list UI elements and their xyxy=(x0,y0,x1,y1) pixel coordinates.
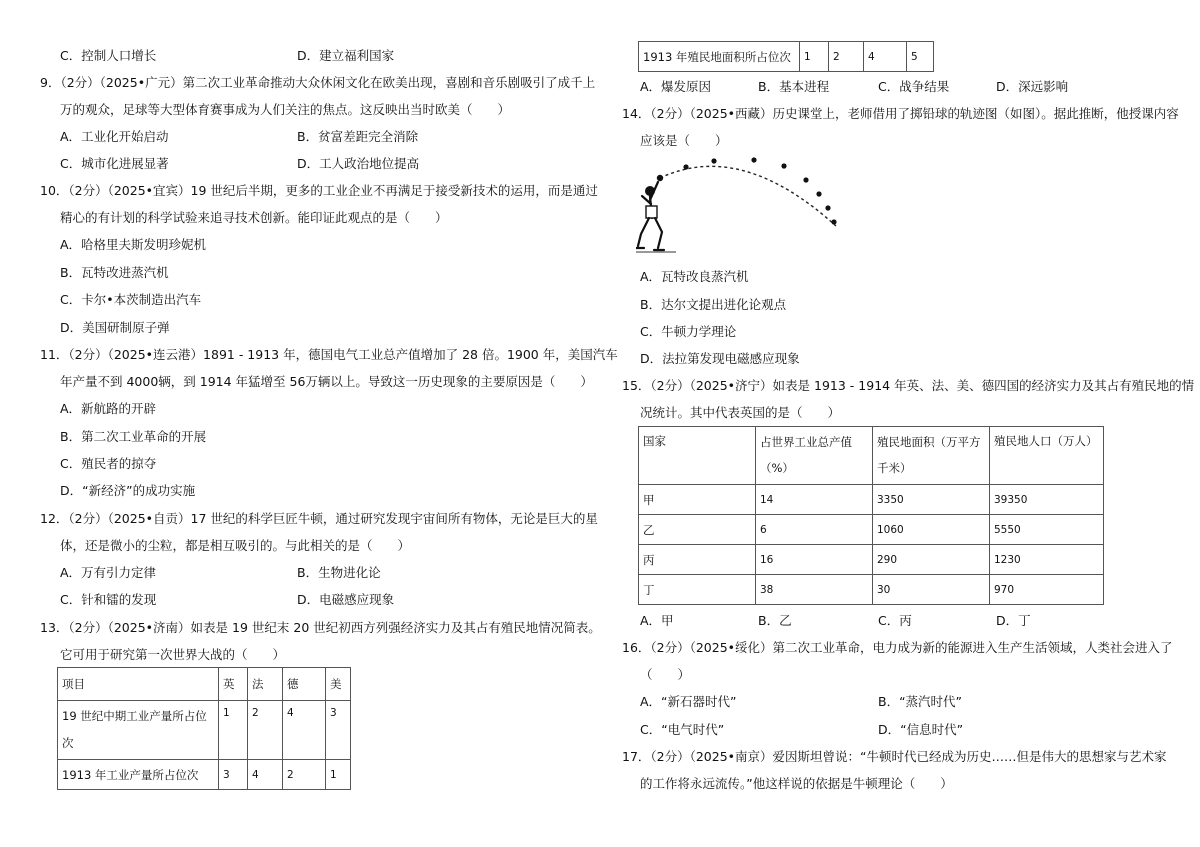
q15-option-d: D．丁 xyxy=(996,613,1031,628)
table-cell: 5550 xyxy=(990,515,1104,545)
q15-stem-line1: 15．（2分）（2025•济宁）如表是 1913 - 1914 年英、法、美、德四国的经济实力及其占有殖民地的情 xyxy=(622,378,1195,393)
q15-option-a: A．甲 xyxy=(640,613,674,628)
table-row xyxy=(639,515,1104,545)
q15-table xyxy=(638,426,1104,605)
athlete-figure xyxy=(636,182,664,250)
q14-option-a: A．瓦特改良蒸汽机 xyxy=(640,269,749,284)
q16-option-d: D．“信息时代” xyxy=(878,722,964,737)
q14-option-c: C．牛顿力学理论 xyxy=(640,324,737,339)
header-line2: （%） xyxy=(760,461,794,475)
table-cell: 1230 xyxy=(990,545,1104,575)
header-line1: 殖民地面积（万平方 xyxy=(877,435,981,449)
table-cell: 38 xyxy=(756,575,873,605)
table-cell: 3350 xyxy=(873,485,990,515)
table-cell: 2 xyxy=(248,701,283,760)
shot-put-trajectory-illustration xyxy=(636,152,846,258)
q11-option-a: A．新航路的开辟 xyxy=(60,401,157,416)
table-cell: 4 xyxy=(864,42,907,72)
q10-option-c: C．卡尔•本茨制造出汽车 xyxy=(60,292,202,307)
q14-option-b: B．达尔文提出进化论观点 xyxy=(640,297,787,312)
table-cell: 1 xyxy=(800,42,829,72)
q9-option-c: C．城市化进展显著 xyxy=(60,156,169,171)
q12-option-c: C．针和镭的发现 xyxy=(60,592,157,607)
table-cell: 1 xyxy=(326,760,351,790)
q14-stem-line2: 应该是（ ） xyxy=(640,133,728,148)
q13-table-continued xyxy=(638,41,934,72)
q13-option-d: D．深远影响 xyxy=(996,79,1069,94)
q10-option-a: A．哈格里夫斯发明珍妮机 xyxy=(60,237,207,252)
q11-option-d: D．“新经济”的成功实施 xyxy=(60,483,196,498)
row-label-line2: 次 xyxy=(62,736,74,750)
q11-stem-line1: 11．（2分）（2025•连云港）1891 - 1913 年，德国电气工业总产值增加了 28 倍。1900 年，美国汽车 xyxy=(40,347,618,362)
table-row-label: 1913 年殖民地面积所占位次 xyxy=(639,42,800,72)
q13-stem-line1: 13．（2分）（2025•济南）如表是 19 世纪末 20 世纪初西方列强经济实力及其占有殖民地情况简表。 xyxy=(40,620,601,635)
table-cell: 1 xyxy=(219,701,248,760)
q13-option-b: B．基本进程 xyxy=(758,79,830,94)
table-row xyxy=(639,427,1104,485)
table-header-cell xyxy=(873,427,990,485)
q10-stem-line1: 10．（2分）（2025•宜宾）19 世纪后半期，更多的工业企业不再满足于接受新技术的运用，而是通过 xyxy=(40,183,598,198)
q8-option-c: C．控制人口增长 xyxy=(60,48,157,63)
table-cell: 16 xyxy=(756,545,873,575)
q9-stem-line2: 万的观众，足球等大型体育赛事成为人们关注的焦点。这反映出当时欧美（ ） xyxy=(60,102,511,117)
table-cell: 2 xyxy=(283,760,326,790)
table-cell: 3 xyxy=(326,701,351,760)
q9-option-d: D．工人政治地位提高 xyxy=(297,156,420,171)
q15-option-b: B．乙 xyxy=(758,613,792,628)
table-row xyxy=(639,42,934,72)
q12-option-b: B．生物进化论 xyxy=(297,565,381,580)
table-cell: 5 xyxy=(907,42,934,72)
q14-stem-line1: 14．（2分）（2025•西藏）历史课堂上，老师借用了掷铅球的轨迹图（如图）。据此推断，他授课内容 xyxy=(622,106,1179,121)
table-cell: 甲 xyxy=(639,485,756,515)
q17-stem-line2: 的工作将永远流传。”他这样说的依据是牛顿理论（ ） xyxy=(640,776,953,791)
q12-option-a: A．万有引力定律 xyxy=(60,565,157,580)
table-cell: 39350 xyxy=(990,485,1104,515)
header-line2: 千米） xyxy=(877,461,912,475)
table-header-cell: 殖民地人口（万人） xyxy=(990,427,1104,485)
table-cell: 290 xyxy=(873,545,990,575)
q14-option-d: D．法拉第发现电磁感应现象 xyxy=(640,351,800,366)
table-cell: 乙 xyxy=(639,515,756,545)
table-cell: 2 xyxy=(829,42,864,72)
table-cell: 30 xyxy=(873,575,990,605)
table-cell: 1060 xyxy=(873,515,990,545)
q13-option-a: A．爆发原因 xyxy=(640,79,712,94)
q9-option-a: A．工业化开始启动 xyxy=(60,129,169,144)
q12-stem-line1: 12．（2分）（2025•自贡）17 世纪的科学巨匠牛顿，通过研究发现宇宙间所有物体，无论是巨大的星 xyxy=(40,511,598,526)
table-header-cell: 国家 xyxy=(639,427,756,485)
trajectory-dots xyxy=(657,157,837,224)
q8-option-d: D．建立福利国家 xyxy=(297,48,395,63)
q12-stem-line2: 体，还是微小的尘粒，都是相互吸引的。与此相关的是（ ） xyxy=(60,538,411,553)
q16-option-a: A．“新石器时代” xyxy=(640,694,737,709)
table-header-cell: 德 xyxy=(283,668,326,701)
q10-option-b: B．瓦特改进蒸汽机 xyxy=(60,265,169,280)
q13-stem-line2: 它可用于研究第一次世界大战的（ ） xyxy=(60,647,286,662)
table-header-cell xyxy=(756,427,873,485)
table-cell: 14 xyxy=(756,485,873,515)
table-row xyxy=(639,545,1104,575)
table-row xyxy=(58,701,351,760)
table-cell: 6 xyxy=(756,515,873,545)
q16-stem-line1: 16．（2分）（2025•绥化）第二次工业革命，电力成为新的能源进入生产生活领域，人类社会进入了 xyxy=(622,640,1173,655)
trajectory-arc xyxy=(660,166,836,226)
table-cell: 丙 xyxy=(639,545,756,575)
table-header-cell: 法 xyxy=(248,668,283,701)
q13-table xyxy=(57,667,351,790)
table-header-cell: 英 xyxy=(219,668,248,701)
table-row xyxy=(58,760,351,790)
q16-option-c: C．“电气时代” xyxy=(640,722,725,737)
q12-option-d: D．电磁感应现象 xyxy=(297,592,395,607)
q13-option-c: C．战争结果 xyxy=(878,79,950,94)
table-cell: 4 xyxy=(248,760,283,790)
table-row-label xyxy=(58,701,219,760)
table-cell: 970 xyxy=(990,575,1104,605)
table-row-label: 1913 年工业产量所占位次 xyxy=(58,760,219,790)
q9-option-b: B．贫富差距完全消除 xyxy=(297,129,419,144)
row-label-line1: 19 世纪中期工业产量所占位 xyxy=(62,709,207,723)
q15-option-c: C．丙 xyxy=(878,613,912,628)
q17-stem-line1: 17．（2分）（2025•南京）爱因斯坦曾说：“牛顿时代已经成为历史……但是伟大的思想家与艺术家 xyxy=(622,749,1167,764)
table-cell: 丁 xyxy=(639,575,756,605)
table-header-cell: 项目 xyxy=(58,668,219,701)
table-row xyxy=(639,485,1104,515)
table-row xyxy=(58,668,351,701)
table-cell: 4 xyxy=(283,701,326,760)
q10-stem-line2: 精心的有计划的科学试验来追寻技术创新。能印证此观点的是（ ） xyxy=(60,210,448,225)
q15-stem-line2: 况统计。其中代表英国的是（ ） xyxy=(640,405,841,420)
table-row xyxy=(639,575,1104,605)
q16-option-b: B．“蒸汽时代” xyxy=(878,694,963,709)
q10-option-d: D．美国研制原子弹 xyxy=(60,320,170,335)
table-cell: 3 xyxy=(219,760,248,790)
q16-stem-line2: （ ） xyxy=(640,667,691,682)
q9-stem-line1: 9．（2分）（2025•广元）第二次工业革命推动大众休闲文化在欧美出现，喜剧和音乐剧吸引了成千上 xyxy=(40,75,596,90)
table-header-cell: 美 xyxy=(326,668,351,701)
header-line1: 占世界工业总产值 xyxy=(760,435,852,449)
q11-option-b: B．第二次工业革命的开展 xyxy=(60,429,207,444)
q11-stem-line2: 年产量不到 4000辆，到 1914 年猛增至 56万辆以上。导致这一历史现象的主要原因是（ ） xyxy=(60,374,593,389)
q11-option-c: C．殖民者的掠夺 xyxy=(60,456,157,471)
